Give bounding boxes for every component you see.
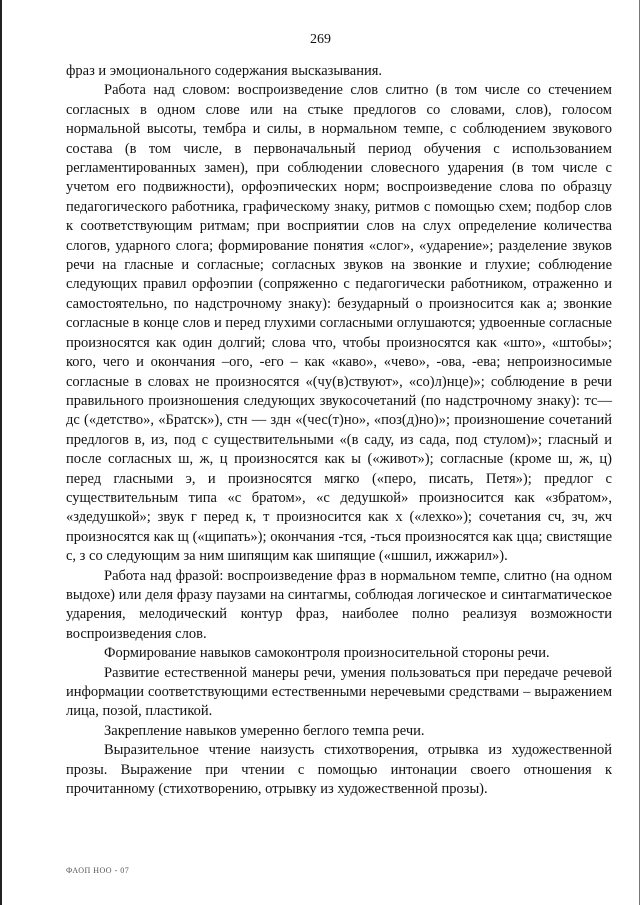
- paragraph-continuation: фраз и эмоционального содержания высказывания.: [66, 63, 383, 79]
- paragraph-speech-tempo: Закрепление навыков умеренно беглого темпа речи.: [104, 722, 425, 739]
- paragraph-natural-speech: Развитие естественной манеры речи, умения пользоваться при передаче речевой информации соответствующими естественными неречевыми средствами – выражением лица, позой, пластикой.: [66, 664, 612, 720]
- body-text: [66, 62, 612, 799]
- paragraph-phrase-work: Работа над фразой: воспроизведение фраз в нормальном темпе, слитно (на одном выдохе) или деля фразу паузами на синтагмы, соблюдая логическое и синтагматическое ударения, мелодический контур фраз, наиболее полно реализуя возможности воспроизведения слов.: [66, 567, 612, 642]
- paragraph-word-work: Работа над словом: воспроизведение слов слитно (в том числе со стечением согласных в одном слове или на стыке предлогов со словами, слов), голосом нормальной высоты, тембра и силы, в нормальном темпе, с соблюдением звукового состава (в том числе, в первоначальный период обучения с использованием регламентированных замен), при соблюдении словесного ударения (в том числе с учетом его подвижности), орфоэпических норм; воспроизведение слова по образцу педагогического работника, графическому знаку, ритмов с помощью схем; подбор слов к соответствующим ритмам; при восприятии слов на слух определение количества слогов, ударного слога; формирование понятия «слог», «ударение»; разделение звуков речи на гласные и согласные; согласных звуков на звонкие и глухие; соблюдение следующих правил орфоэпии (сопряженно с педагогически работником, отраженно и самостоятельно, по надстрочному знаку): безударный о произносится как а; звонкие согласные в конце слов и перед глухими согласными оглушаются; удвоенные согласные произносятся как один долгий; слова что, чтобы произносятся как «што», «штобы»; кого, чего и окончания –ого, -его – как «каво», «чево», -ова, -ева; непроизносимые согласные в словах не произносятся «(чу(в)ствуют», «со)л)нце)»; соблюдение в речи правильного произношения следующих звукосочетаний (по надстрочному знаку): тс— дс («детство», «Братск»), стн — здн «(чес(т)но», «поз(д)но)»; произношение сочетаний предлогов в, из, под с существительными «(в саду, из сада, под стулом)»; гласный и после согласных ш, ж, ц произносятся как ы («живот»); согласные (кроме ш, ж, ц) перед гласными э, и произносятся мягко («перо, писать, Петя»); предлог с существительным типа «с братом», «с дедушкой» произносится как «збратом», «здедушкой»; звук г перед к, т произносится как х («лехко»); сочетания сч, зч, жч произносятся как щ («щипать»); окончания -тся, -ться произносятся как цца; свистящие с, з со следующим за ним шипящим как шипящие («шшил, ижжарил»).: [66, 82, 612, 565]
- paragraph-expressive-reading: Выразительное чтение наизусть стихотворения, отрывка из художественной прозы. Выражение при чтении с помощью интонации своего отношения к прочитанному (стихотворению, отрывку из художественной прозы).: [66, 742, 612, 798]
- paragraph-self-control: Формирование навыков самоконтроля произносительной стороны речи.: [104, 645, 550, 662]
- page-number: 269: [310, 32, 331, 47]
- footer-code: ФАОП НОО - 07: [66, 866, 130, 875]
